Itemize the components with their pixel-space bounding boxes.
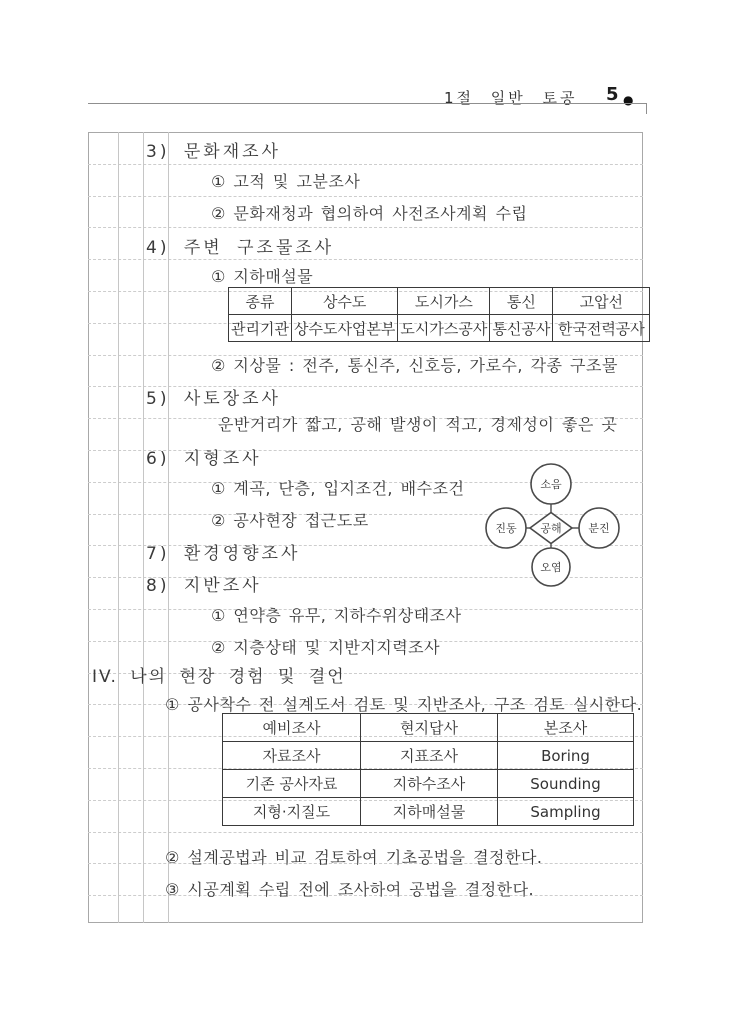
ruling-line xyxy=(88,227,643,228)
ruling-line xyxy=(88,196,643,197)
table-cell: 지표조사 xyxy=(361,742,498,770)
table-cell: 예비조사 xyxy=(223,714,361,742)
table-row xyxy=(223,742,634,770)
table-row xyxy=(229,315,650,342)
table-cell: 통신 xyxy=(490,288,553,315)
table-cell: 상수도사업본부 xyxy=(291,315,397,342)
table-cell: 본조사 xyxy=(498,714,634,742)
note-line: ① 지하매설물 xyxy=(211,267,314,286)
table-cell: 현지답사 xyxy=(361,714,498,742)
note-line: ③ 시공계획 수립 전에 조사하여 공법을 결정한다. xyxy=(165,880,535,899)
pollution-diagram xyxy=(479,457,629,592)
ruling-line xyxy=(88,164,643,165)
header-rule xyxy=(88,103,647,114)
note-line: ② 지상물 : 전주, 통신주, 신호등, 가로수, 각종 구조물 xyxy=(211,356,618,375)
table-cell: 한국전력공사 xyxy=(553,315,650,342)
page-marker-dot: ● xyxy=(623,93,634,107)
table-cell: 도시가스 xyxy=(398,288,490,315)
page-number: 5 xyxy=(606,84,619,105)
underground-utilities-table xyxy=(228,287,650,342)
ruling-line xyxy=(88,832,643,833)
table-cell: 상수도 xyxy=(291,288,397,315)
section-title: 1절 일반 토공 xyxy=(444,89,578,107)
note-line: 4) 주변 구조물조사 xyxy=(146,238,335,258)
note-line: ① 공사착수 전 설계도서 검토 및 지반조사, 구조 검토 실시한다. xyxy=(165,695,643,714)
note-line: ① 연약층 유무, 지하수위상태조사 xyxy=(211,606,462,625)
note-line: ② 문화재청과 협의하여 사전조사계획 수립 xyxy=(211,204,528,223)
table-cell: 자료조사 xyxy=(223,742,361,770)
margin-line xyxy=(118,132,119,923)
table-cell: 통신공사 xyxy=(490,315,553,342)
table-cell: Sounding xyxy=(498,770,634,798)
table-cell: 도시가스공사 xyxy=(398,315,490,342)
table-cell: 종류 xyxy=(229,288,292,315)
table-cell: 지형·지질도 xyxy=(223,798,361,826)
table-row xyxy=(223,770,634,798)
table-cell: Boring xyxy=(498,742,634,770)
diagram-label-pollution: 공해 xyxy=(540,522,562,535)
note-line: ② 지층상태 및 지반지지력조사 xyxy=(211,638,441,657)
table-cell: 고압선 xyxy=(553,288,650,315)
table-row xyxy=(229,288,650,315)
table-row xyxy=(223,798,634,826)
ruling-line xyxy=(88,259,643,260)
note-line: 3) 문화재조사 xyxy=(146,142,281,162)
table-cell: 기존 공사자료 xyxy=(223,770,361,798)
note-line: 8) 지반조사 xyxy=(146,576,262,596)
note-line: ② 설계공법과 비교 검토하여 기초공법을 결정한다. xyxy=(165,848,543,867)
table-row xyxy=(223,714,634,742)
note-line: ② 공사현장 접근도로 xyxy=(211,511,369,530)
table-cell: Sampling xyxy=(498,798,634,826)
table-cell: 관리기관 xyxy=(229,315,292,342)
note-line: ① 고적 및 고분조사 xyxy=(211,172,361,191)
note-line: 7) 환경영향조사 xyxy=(146,544,301,564)
diagram-label-noise: 소음 xyxy=(540,478,562,491)
site-investigation-table xyxy=(222,713,634,826)
note-line: 6) 지형조사 xyxy=(146,449,262,469)
diagram-label-dust: 분진 xyxy=(588,522,610,535)
note-line: IV. 나의 현장 경험 및 결언 xyxy=(92,667,346,687)
diagram-label-contamination: 오염 xyxy=(540,561,562,574)
note-line: 5) 사토장조사 xyxy=(146,389,281,409)
table-cell: 지하수조사 xyxy=(361,770,498,798)
margin-line xyxy=(143,132,144,923)
note-line: 운반거리가 짧고, 공해 발생이 적고, 경제성이 좋은 곳 xyxy=(218,415,618,434)
note-line: ① 계곡, 단층, 입지조건, 배수조건 xyxy=(211,479,465,498)
table-cell: 지하매설물 xyxy=(361,798,498,826)
diagram-label-vibration: 진동 xyxy=(495,522,517,535)
